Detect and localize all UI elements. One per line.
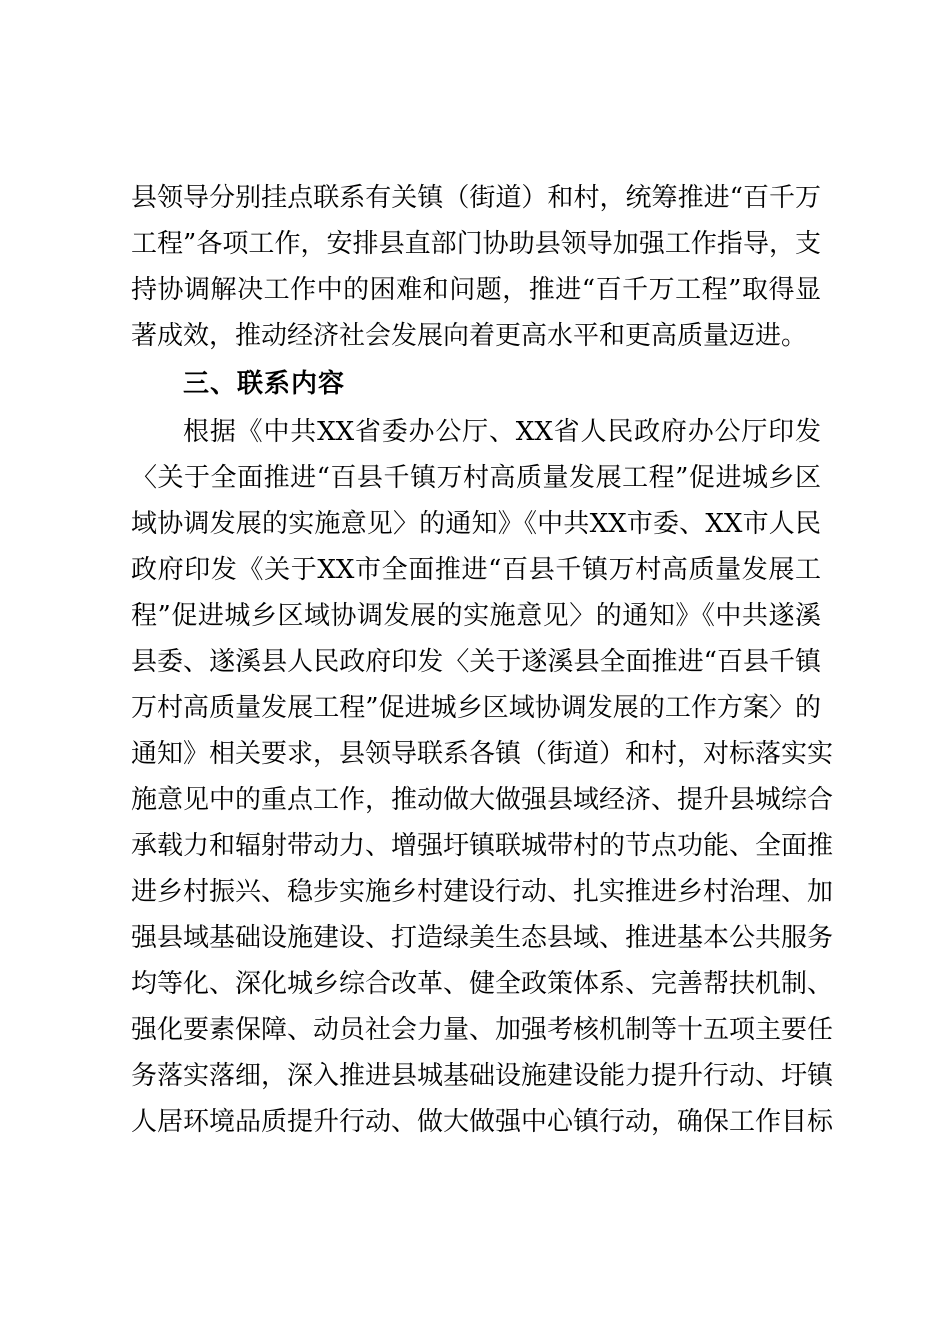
section3-line-3: 域协调发展的实施意见〉的通知》《中共XX市委、XX市人民 <box>131 509 821 539</box>
section3-line-2: 〈关于全面推进“百县千镇万村高质量发展工程”促进城乡区 <box>131 463 821 493</box>
section3-line-4: 政府印发《关于XX市全面推进“百县千镇万村高质量发展工 <box>131 555 821 585</box>
section3-line-5: 程”促进城乡区域协调发展的实施意见〉的通知》《中共遂溪 <box>131 601 821 631</box>
section3-line-1: 根据《中共XX省委办公厅、XX省人民政府办公厅印发 <box>183 417 821 447</box>
section3-line-7: 万村高质量发展工程”促进城乡区域协调发展的工作方案〉的 <box>131 693 821 723</box>
paragraph1-line-4: 著成效，推动经济社会发展向着更高水平和更高质量迈进。 <box>131 321 808 351</box>
paragraph1-line-1: 县领导分别挂点联系有关镇（街道）和村，统筹推进“百千万 <box>131 183 821 213</box>
section3-line-11: 进乡村振兴、稳步实施乡村建设行动、扎实推进乡村治理、加 <box>131 877 834 907</box>
section3-line-9: 施意见中的重点工作，推动做大做强县域经济、提升县城综合 <box>131 785 834 815</box>
section3-line-16: 人居环境品质提升行动、做大做强中心镇行动，确保工作目标 <box>131 1107 834 1137</box>
section3-line-15: 务落实落细，深入推进县城基础设施建设能力提升行动、圩镇 <box>131 1061 834 1091</box>
paragraph1-line-3: 持协调解决工作中的困难和问题，推进“百千万工程”取得显 <box>131 275 821 305</box>
section3-line-10: 承载力和辐射带动力、增强圩镇联城带村的节点功能、全面推 <box>131 831 834 861</box>
section3-line-6: 县委、遂溪县人民政府印发〈关于遂溪县全面推进“百县千镇 <box>131 647 821 677</box>
section3-line-14: 强化要素保障、动员社会力量、加强考核机制等十五项主要任 <box>131 1015 834 1045</box>
section3-line-12: 强县域基础设施建设、打造绿美生态县域、推进基本公共服务 <box>131 923 834 953</box>
paragraph1-line-2: 工程”各项工作，安排县直部门协助县领导加强工作指导，支 <box>131 229 821 259</box>
section3-line-8: 通知》相关要求，县领导联系各镇（街道）和村，对标落实实 <box>131 739 834 769</box>
section-heading: 三、联系内容 <box>183 369 346 399</box>
section3-line-13: 均等化、深化城乡综合改革、健全政策体系、完善帮扶机制、 <box>131 969 834 999</box>
